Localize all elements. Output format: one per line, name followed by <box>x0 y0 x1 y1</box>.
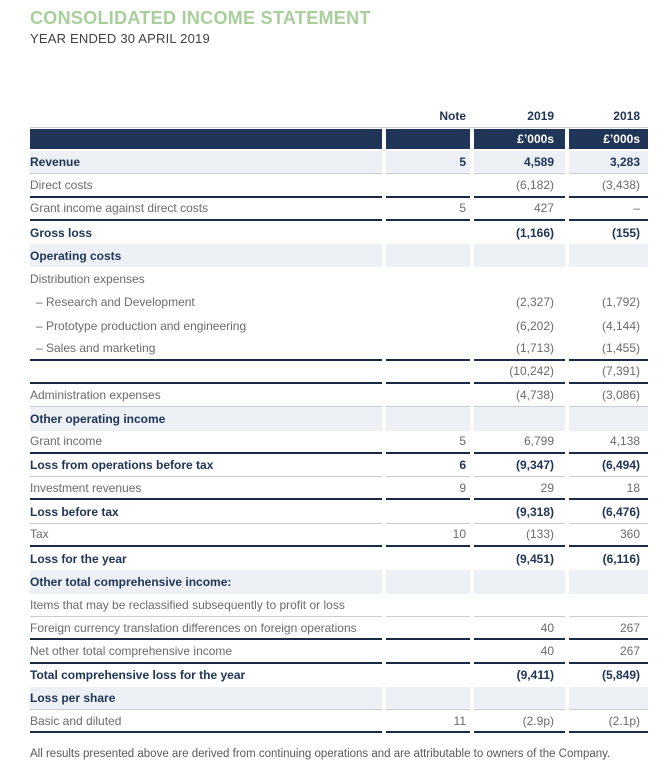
row-2019-value: (6,202) <box>515 318 554 333</box>
row-note <box>386 500 470 523</box>
table-units-bar <box>30 129 648 149</box>
table-row <box>30 454 648 477</box>
row-2018-value: 4,138 <box>569 431 648 454</box>
row-note <box>386 664 470 687</box>
row-label: Loss per share <box>30 687 382 710</box>
table-row <box>30 151 648 174</box>
row-2018-value <box>569 594 648 617</box>
row-2019-value: (1,713) <box>474 337 565 360</box>
column-header-note: Note <box>439 109 466 124</box>
row-2018-value: 267 <box>569 640 648 663</box>
row-note: 6 <box>386 454 470 477</box>
row-label: – Prototype production and engineering <box>36 318 247 333</box>
row-2018-value <box>569 687 648 710</box>
footnote: All results presented above are derived from continuing operations and are attributable to owners of the Company. <box>30 748 611 761</box>
table-row <box>30 431 648 454</box>
row-note <box>386 221 470 244</box>
row-label: Loss from operations before tax <box>30 454 382 477</box>
row-label: – Research and Development <box>36 295 195 310</box>
table-row <box>30 198 648 221</box>
row-label: Total comprehensive loss for the year <box>30 668 246 683</box>
row-2018-value: (3,438) <box>569 174 648 197</box>
page-title: CONSOLIDATED INCOME STATEMENT <box>30 8 371 28</box>
table-row <box>30 384 648 407</box>
row-2018-value: 360 <box>569 524 648 547</box>
row-label: Distribution expenses <box>30 272 145 287</box>
row-label: Foreign currency translation differences on foreign operations <box>30 617 382 640</box>
row-label: – Sales and marketing <box>30 337 382 360</box>
row-2019-value <box>474 570 565 593</box>
row-label: Administration expenses <box>30 384 382 407</box>
row-label: Tax <box>30 524 382 547</box>
table-row <box>30 617 648 640</box>
income-statement-table <box>30 106 648 733</box>
row-note <box>386 267 470 290</box>
row-2018-value: (1,455) <box>569 337 648 360</box>
table-column-headers <box>30 106 648 128</box>
row-note: 9 <box>386 477 470 500</box>
row-2019-value: 40 <box>474 617 565 640</box>
row-2019-value: (9,318) <box>474 500 565 523</box>
column-header-2019: 2019 <box>527 109 554 124</box>
row-2018-value: (4,144) <box>601 318 640 333</box>
row-2019-value: (133) <box>474 524 565 547</box>
row-2018-value: (6,494) <box>569 454 648 477</box>
row-2018-value: (5,849) <box>601 668 640 683</box>
row-2018-value <box>569 244 648 267</box>
row-note <box>386 570 470 593</box>
row-2018-value: (155) <box>611 225 640 240</box>
row-2018-value: 18 <box>569 477 648 500</box>
row-2019-value: (1,166) <box>515 225 554 240</box>
row-2018-value: (2.1p) <box>569 710 648 733</box>
row-note <box>386 314 470 337</box>
table-body <box>30 151 648 733</box>
table-row <box>30 594 648 617</box>
row-2019-value <box>474 594 565 617</box>
row-2018-value <box>569 570 648 593</box>
row-note: 5 <box>386 198 470 221</box>
row-note <box>386 407 470 430</box>
table-row <box>30 687 648 710</box>
table-row <box>30 524 648 547</box>
table-row <box>30 291 648 314</box>
units-blank-label <box>30 129 382 149</box>
row-note <box>386 640 470 663</box>
row-2018-value: – <box>569 198 648 221</box>
row-note <box>386 547 470 570</box>
row-2019-value: (2.9p) <box>474 710 565 733</box>
row-2018-value: 3,283 <box>569 151 648 174</box>
row-note <box>386 174 470 197</box>
table-row <box>30 570 648 593</box>
table-row <box>30 710 648 733</box>
units-2019: £’000s <box>474 129 565 149</box>
row-label: Other operating income <box>30 407 382 430</box>
row-note: 5 <box>386 431 470 454</box>
row-label <box>30 361 382 384</box>
table-row <box>30 221 648 244</box>
column-header-blank <box>30 106 382 127</box>
row-2018-value <box>569 267 648 290</box>
row-label: Grant income against direct costs <box>30 198 382 221</box>
row-note: 5 <box>386 151 470 174</box>
row-label: Gross loss <box>30 225 93 240</box>
table-row <box>30 500 648 523</box>
units-2018: £’000s <box>569 129 648 149</box>
row-2019-value <box>474 244 565 267</box>
table-row <box>30 361 648 384</box>
row-label: Items that may be reclassified subsequently to profit or loss <box>30 594 382 617</box>
row-2019-value: (10,242) <box>474 361 565 384</box>
table-row <box>30 174 648 197</box>
row-note <box>386 687 470 710</box>
row-2019-value: 40 <box>474 640 565 663</box>
row-2018-value <box>569 407 648 430</box>
row-2019-value: 427 <box>474 198 565 221</box>
table-row <box>30 337 648 360</box>
row-2019-value: (9,451) <box>515 551 554 566</box>
row-2019-value <box>474 407 565 430</box>
row-2018-value: (6,476) <box>569 500 648 523</box>
row-note <box>386 361 470 384</box>
row-2019-value: 6,799 <box>474 431 565 454</box>
table-row <box>30 664 648 687</box>
row-label: Investment revenues <box>30 477 382 500</box>
table-row <box>30 267 648 290</box>
row-2019-value: (9,411) <box>516 668 554 683</box>
table-row <box>30 477 648 500</box>
row-label: Revenue <box>30 151 382 174</box>
row-2018-value: (7,391) <box>569 361 648 384</box>
row-2019-value: (2,327) <box>515 295 554 310</box>
row-2018-value: (3,086) <box>569 384 648 407</box>
page-subtitle: YEAR ENDED 30 APRIL 2019 <box>30 30 210 46</box>
row-note: 11 <box>386 710 470 733</box>
row-label: Net other total comprehensive income <box>30 640 382 663</box>
row-note <box>386 291 470 314</box>
row-label: Other total comprehensive income: <box>30 570 382 593</box>
row-label: Grant income <box>30 431 382 454</box>
row-2018-value: (1,792) <box>601 295 640 310</box>
table-row <box>30 640 648 663</box>
table-row <box>30 314 648 337</box>
row-label: Basic and diluted <box>30 710 382 733</box>
row-2019-value: (4,738) <box>474 384 565 407</box>
row-label: Loss before tax <box>30 500 382 523</box>
row-note <box>386 384 470 407</box>
row-2018-value: 267 <box>569 617 648 640</box>
row-note: 10 <box>386 524 470 547</box>
row-2019-value: 4,589 <box>474 151 565 174</box>
row-note <box>386 617 470 640</box>
row-label: Operating costs <box>30 244 382 267</box>
row-2019-value: (6,182) <box>474 174 565 197</box>
row-2018-value: (6,116) <box>602 551 640 566</box>
row-note <box>386 337 470 360</box>
column-header-2018: 2018 <box>613 109 640 124</box>
row-note <box>386 244 470 267</box>
row-2019-value: (9,347) <box>474 454 565 477</box>
row-2019-value: 29 <box>474 477 565 500</box>
table-row <box>30 547 648 570</box>
row-2019-value <box>474 267 565 290</box>
table-row <box>30 407 648 430</box>
row-label: Loss for the year <box>30 551 127 566</box>
table-row <box>30 244 648 267</box>
row-note <box>386 594 470 617</box>
units-blank-note <box>386 129 470 149</box>
row-label: Direct costs <box>30 174 382 197</box>
row-2019-value <box>474 687 565 710</box>
